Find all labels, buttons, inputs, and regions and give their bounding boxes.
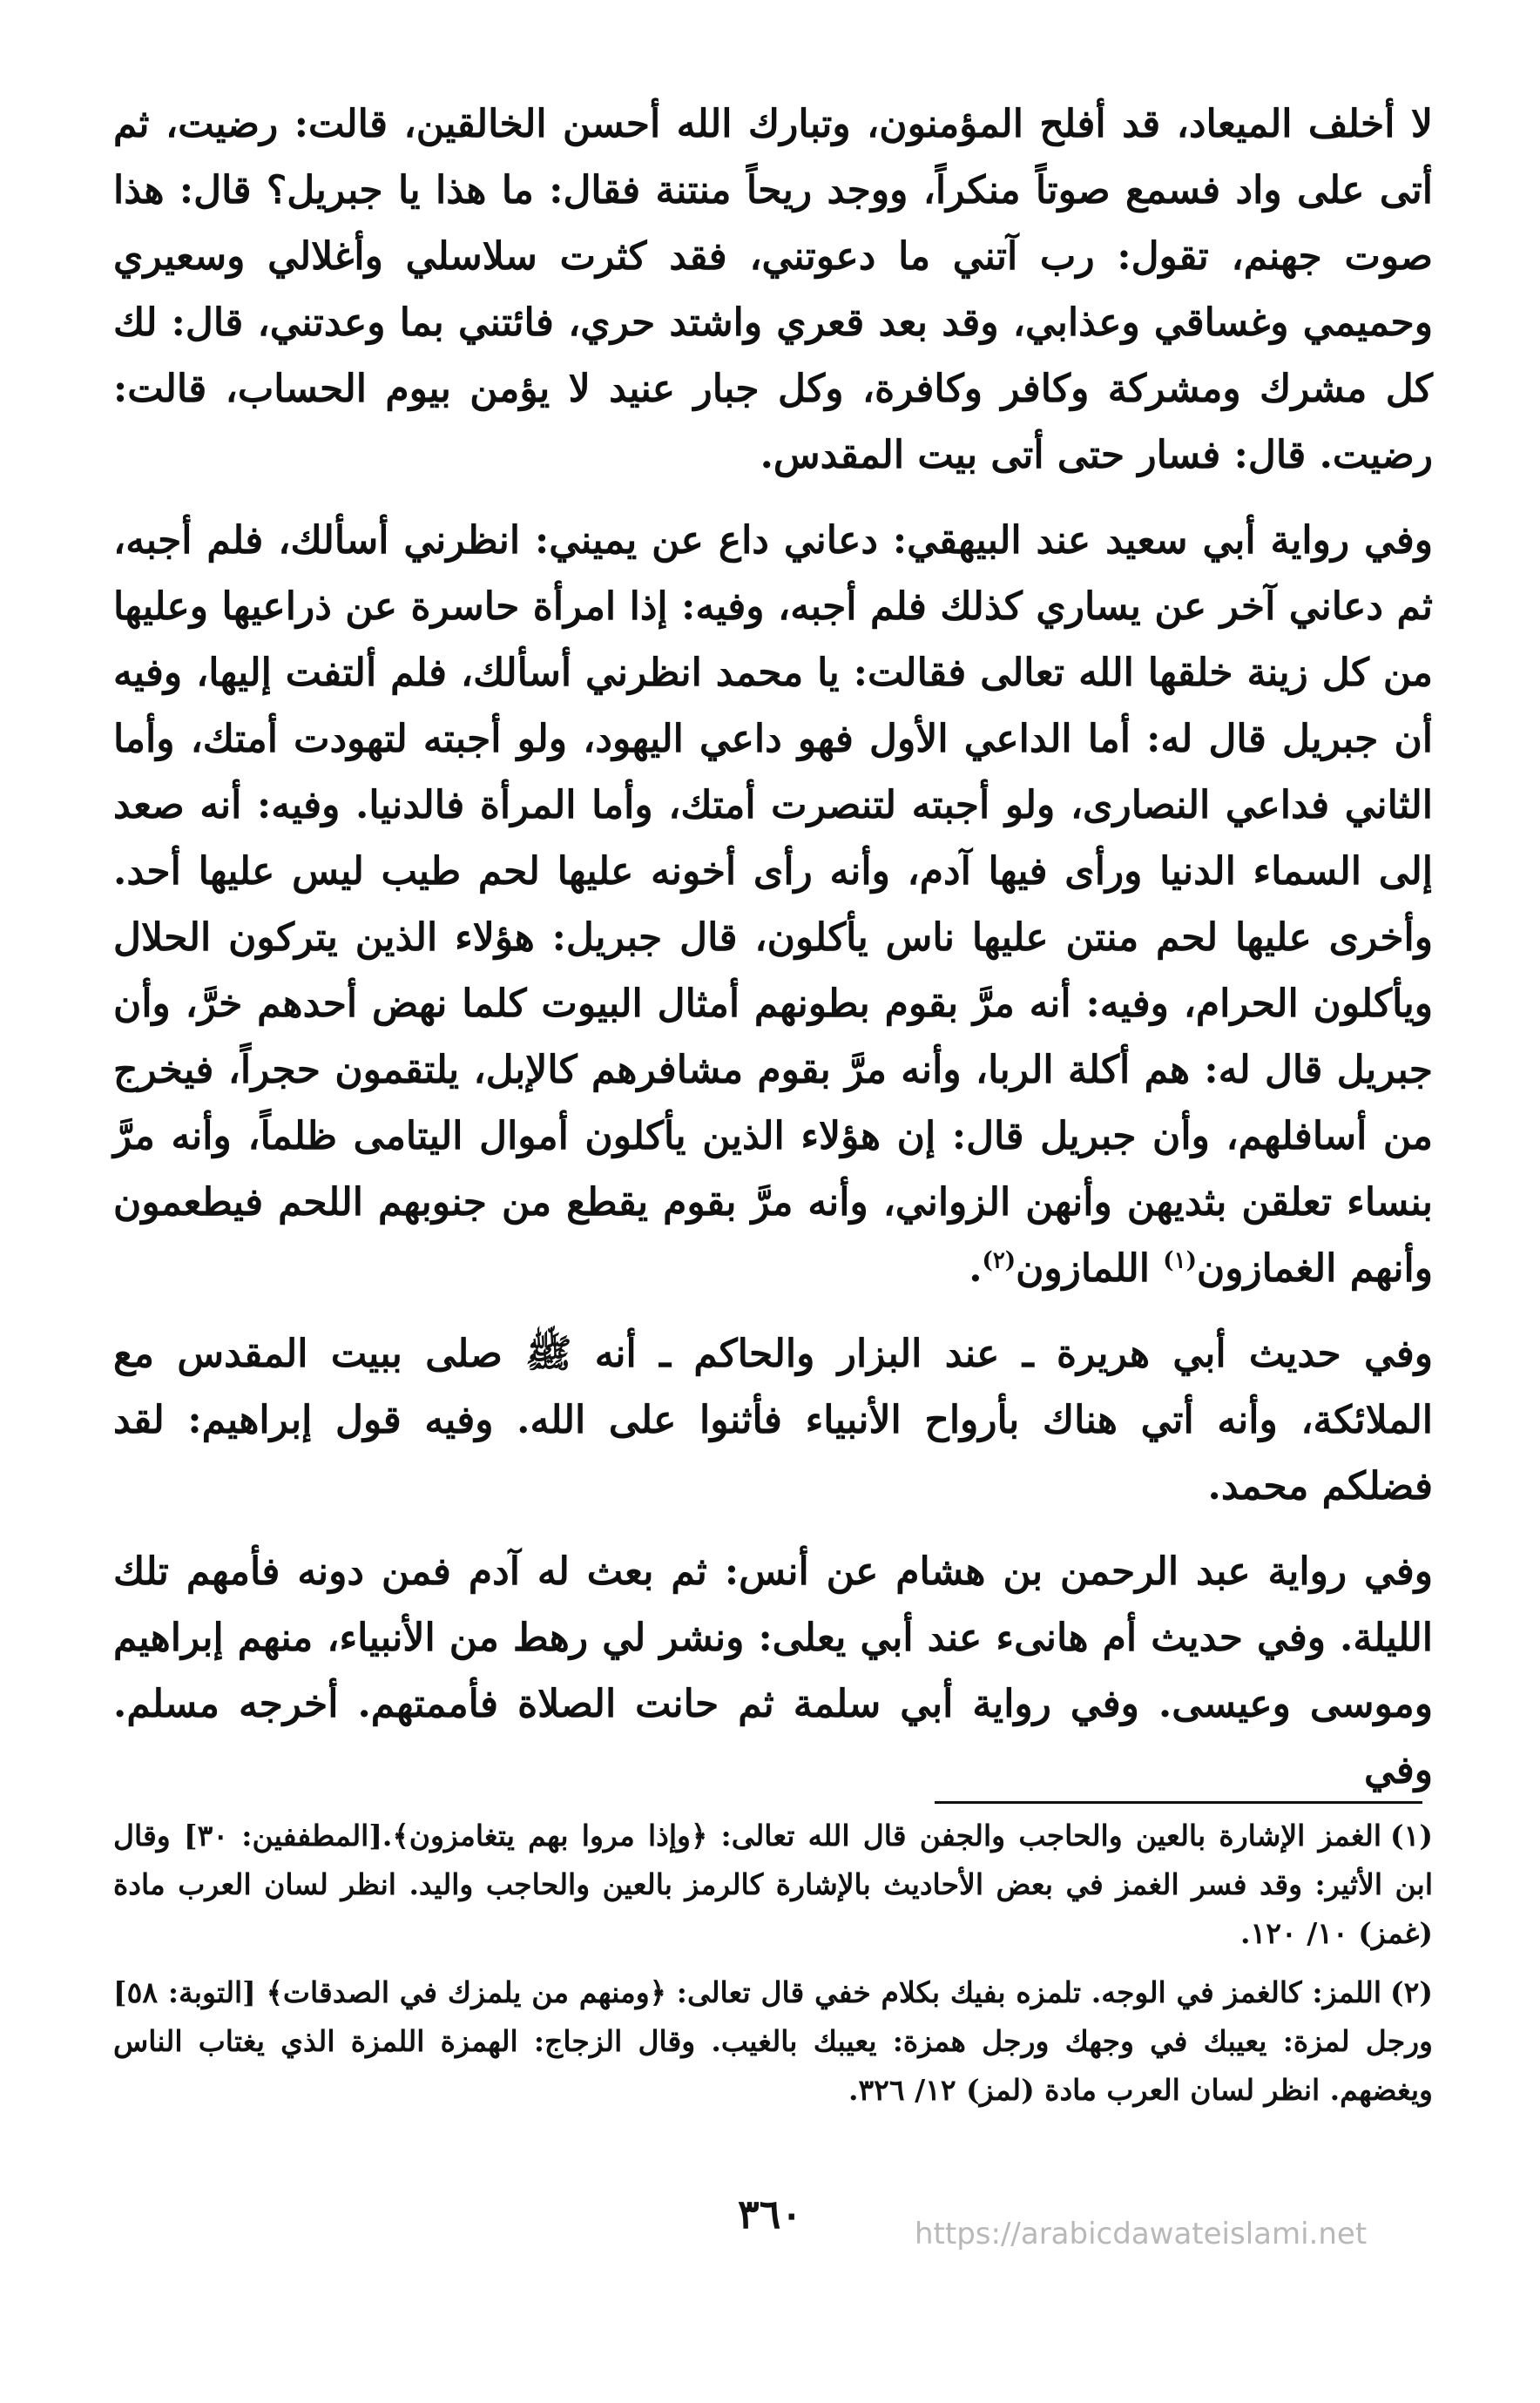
paragraph-4: وفي رواية عبد الرحمن بن هشام عن أنس: ثم بعث له آدم فمن دونه فأمهم تلك الليلة. وفي حديث أم هانىء عند أبي يعلى: ونشر لي رهط من الأنبياء، منهم إبراهيم وموسى وعيسى. وفي رواية أبي سلمة ثم حانت الصلاة فأممتهم. أخرجه مسلم. وفي <box>113 1549 1433 1792</box>
footnote-divider <box>935 1801 1422 1804</box>
footnote-ref-2[interactable]: (٢) <box>982 1247 1017 1274</box>
paragraph-2-end: . <box>969 1246 983 1291</box>
watermark-url: https://arabicdawateislami.net <box>915 2217 1368 2251</box>
paragraph-2 <box>113 508 1433 1302</box>
paragraph-3: وفي حديث أبي هريرة ـ عند البزار والحاكم ـ أنه ﷺ صلى ببيت المقدس مع الملائكة، وأنه أتي هناك بأرواح الأنبياء فأثنوا على الله. وفيه قول إبراهيم: لقد فضلكم محمد. <box>113 1332 1433 1509</box>
paragraph-2-text: وفي رواية أبي سعيد عند البيهقي: دعاني داع عن يميني: انظرني أسألك، فلم أجبه، ثم دعاني آخر عن يساري كذلك فلم أجبه، وفيه: إذا امرأة حاسرة عن ذراعيها وعليها من كل زينة خلقها الله تعالى فقالت: يا محمد انظرني أسألك، فلم ألتفت إليها، وفيه أن جبريل قال له: أما الداعي الأول فهو داعي اليهود، ولو أجبته لتهودت أمتك، وأما الثاني فداعي النصارى، ولو أجبته لتنصرت أمتك، وأما المرأة فالدنيا. وفيه: أنه صعد إلى السماء الدنيا ورأى فيها آدم، وأنه رأى أخونه عليها لحم طيب ليس عليها أحد. وأخرى عليها لحم منتن عليها ناس يأكلون، قال جبريل: هؤلاء الذين يتركون الحلال ويأكلون الحرام، وفيه: أنه مرَّ بقوم بطونهم أمثال البيوت كلما نهض أحدهم خرَّ، وأن جبريل قال له: هم أكلة الربا، وأنه مرَّ بقوم مشافرهم كالإبل، يلتقمون حجراً، فيخرج من أسافلهم، وأن جبريل قال: إن هؤلاء الذين يأكلون أموال اليتامى ظلماً، وأنه مرَّ بنساء تعلقن بثديهن وأنهن الزواني، وأنه مرَّ بقوم يقطع من جنوبهم اللحم فيطعمون وأنهم الغمازون <box>113 518 1434 1291</box>
page-number: ٣٦٠ <box>737 2190 803 2238</box>
footnote-ref-1[interactable]: (١) <box>1163 1247 1197 1274</box>
footnote-1-text: الغمز الإشارة بالعين والحاجب والجفن قال الله تعالى: ﴿وإذا مروا بهم يتغامزون﴾.[المطففين: ٣٠] وقال ابن الأثير: وقد فسر الغمز في بعض الأحاديث بالإشارة كالرمز بالعين والحاجب واليد. انظر لسان العرب مادة (غمز) ١٠/ ١٢٠. <box>113 1819 1433 1950</box>
footnote-1 <box>113 1812 1433 1958</box>
paragraph-2-mid: اللمازون <box>1016 1246 1164 1291</box>
footnote-1-number: (١) <box>1390 1819 1433 1853</box>
main-text <box>113 91 1433 1823</box>
paragraph-1: لا أخلف الميعاد، قد أفلح المؤمنون، وتبارك الله أحسن الخالقين، قالت: رضيت، ثم أتى على واد فسمع صوتاً منكراً، ووجد ريحاً منتنة فقال: ما هذا يا جبريل؟ قال: هذا صوت جهنم، تقول: رب آتني ما دعوتني، فقد كثرت سلاسلي وأغلالي وسعيري وحميمي وغساقي وعذابي، وقد بعد قعري واشتد حري، فائتني بما وعدتني، قال: لك كل مشرك ومشركة وكافر وكافرة، وكل جبار عنيد لا يؤمن بيوم الحساب، قالت: رضيت. قال: فسار حتى أتى بيت المقدس. <box>113 102 1434 477</box>
footnote-2 <box>113 1968 1433 2115</box>
footnote-2-number: (٢) <box>1390 1975 1433 2009</box>
footnotes <box>113 1812 1433 2125</box>
footnote-2-text: اللمز: كالغمز في الوجه. تلمزه بفيك بكلام خفي قال تعالى: ﴿ومنهم من يلمزك في الصدقات﴾ [التوبة: ٥٨] ورجل لمزة: يعيبك في وجهك ورجل همزة: يعيبك بالغيب. وقال الزجاج: الهمزة اللمزة الذي يغتاب الناس ويغضهم. انظر لسان العرب مادة (لمز) ١٢/ ٣٢٦. <box>113 1975 1433 2107</box>
